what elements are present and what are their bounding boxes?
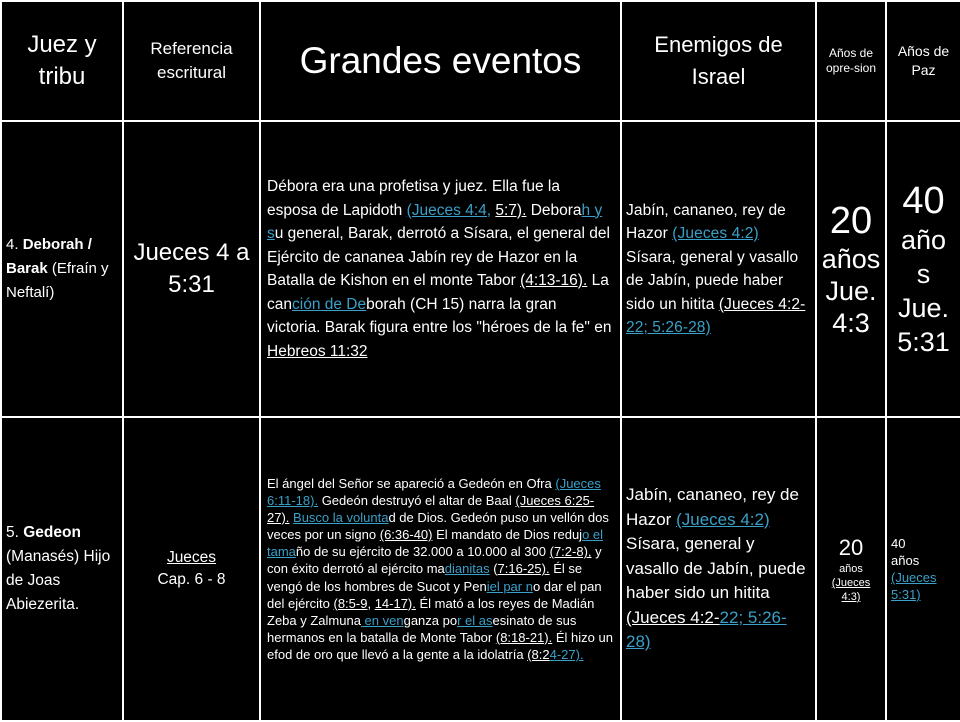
scripture-link[interactable]: iel par n	[486, 578, 533, 594]
scripture-link[interactable]: (Jueces 4:2)	[676, 509, 770, 529]
events-text: Débora era una profetisa y juez. Ella fue la esposa de Lapidoth	[267, 178, 560, 219]
oppression-cell	[816, 417, 886, 721]
scripture-link[interactable]: (Jueces 6:11-18).	[267, 475, 601, 509]
header-referencia: Referencia escritural	[123, 1, 260, 121]
events-text: El mandato de Dios reduj	[432, 527, 583, 543]
scripture-ref: (Jueces 4:2-	[718, 295, 806, 313]
judge-tribe: (Efraín y Neftalí)	[6, 260, 109, 301]
header-juez: Juez y tribu	[1, 1, 123, 121]
enemies-cell	[621, 417, 816, 721]
events-text: d de Dios. Gedeón puso un vellón dos veces por un signo	[267, 510, 609, 543]
oppression-ref: Jue. 4:3	[825, 276, 877, 338]
judge-cell	[1, 121, 123, 417]
reference-chapters: Cap. 6 - 8	[157, 571, 226, 588]
reference-cell	[123, 417, 260, 721]
peace-cell	[886, 121, 960, 417]
header-row	[1, 1, 960, 121]
enemies-text: Jabín, cananeo, rey de Hazor	[626, 485, 799, 529]
scripture-link[interactable]: 22; 5:26-28)	[626, 319, 711, 336]
events-text: Gedeón destruyó el altar de Baal	[318, 493, 516, 509]
scripture-link[interactable]: 22; 5:26-28)	[626, 607, 787, 652]
scripture-ref: (6:36-40)	[379, 527, 433, 543]
scripture-link[interactable]: r el as	[457, 612, 493, 628]
oppression-unit: años	[839, 563, 863, 575]
judge-tribe: (Manasés) Hijo de Joas Abiezerita.	[6, 548, 111, 613]
events-text: y con éxito derrotó al ejército ma	[267, 544, 602, 577]
peace-years: 40	[891, 536, 906, 551]
scripture-ref: Hebreos 11:32	[267, 342, 368, 360]
header-opresion: Años de opre-sion	[816, 1, 886, 121]
peace-unit: años	[891, 553, 920, 568]
scripture-ref: (8:18-21).	[495, 629, 553, 645]
oppression-unit: años	[821, 244, 881, 274]
events-text: o dar el pan del ejército	[267, 578, 602, 611]
peace-ref: Jue. 5:31	[897, 293, 950, 357]
peace-years: 40	[902, 180, 945, 222]
scripture-ref: (Jueces 6:25-27).	[267, 493, 595, 526]
events-text: u general, Barak, derrotó a Sísara, el general del Ejército de cananea Jabín rey de Hazor en la Batalla de Kishon en el monte Tabor	[267, 225, 610, 289]
scripture-link[interactable]: Busco la volunta	[293, 510, 389, 526]
events-text: Él mató a los reyes de Madián Zeba y Zalmuna	[267, 595, 595, 628]
oppression-ref: (Jueces 4:3)	[831, 577, 871, 603]
table-row-gedeon	[1, 417, 960, 721]
events-text: El ángel del Señor se apareció a Gedeón en Ofra	[267, 475, 556, 491]
events-text: borah (CH 15) narra la gran victoria. Barak figura entre los "héroes de la fe" en	[267, 295, 612, 336]
header-paz: Años de Paz	[886, 1, 960, 121]
scripture-ref: 7:16-25).	[497, 561, 550, 577]
scripture-ref: 5:7).	[495, 201, 527, 219]
judge-cell	[1, 417, 123, 721]
scripture-ref: (8:2	[527, 646, 550, 662]
oppression-cell	[816, 121, 886, 417]
events-text: Él hizo un efod de oro que llevó a la gente a la idolatría	[267, 629, 613, 662]
reference-cell: Jueces 4 a 5:31	[123, 121, 260, 417]
events-cell	[260, 417, 621, 721]
events-text: Él se vengó de los hombres de Sucot y Pen	[267, 561, 583, 594]
scripture-link[interactable]: 4-27).	[549, 646, 584, 662]
oppression-years: 20	[829, 200, 873, 242]
peace-unit: año s	[900, 225, 947, 289]
events-text: Debora	[526, 201, 582, 219]
scripture-link[interactable]: h y s	[267, 201, 603, 242]
scripture-ref: (4:13-16).	[520, 272, 588, 289]
scripture-ref: (7:2-8),	[549, 544, 592, 560]
events-text: La can	[267, 272, 609, 313]
judge-name: Gedeon	[23, 524, 81, 541]
peace-cell	[886, 417, 960, 721]
scripture-link[interactable]: ción de De	[292, 295, 367, 313]
scripture-link[interactable]: o el tama	[267, 527, 604, 560]
oppression-years: 20	[838, 535, 864, 560]
scripture-link[interactable]: (Jueces 5:31)	[891, 570, 937, 602]
events-text: ganza po	[403, 612, 458, 628]
events-text: ño de su ejército de 32.000 a 10.000 al 300	[295, 544, 550, 560]
scripture-link[interactable]: (Jueces 4:4,	[406, 201, 492, 219]
scripture-ref: (Jueces 4:2-	[626, 607, 720, 627]
header-enemigos: Enemigos de Israel	[621, 1, 816, 121]
judge-name: Deborah / Barak	[6, 236, 92, 277]
events-cell	[260, 121, 621, 417]
scripture-link[interactable]: en ven	[360, 612, 404, 628]
scripture-ref: 14-17).	[374, 595, 416, 611]
table-row-deborah	[1, 121, 960, 417]
enemies-text: Sísara, general y vasallo de Jabín, puede haber sido un hitita	[626, 534, 806, 603]
enemies-text: Jabín, cananeo, rey de Hazor	[626, 201, 786, 242]
header-eventos: Grandes eventos	[260, 1, 621, 121]
events-text: esinato de sus hermanos en la batalla de Monte Tabor	[267, 612, 577, 645]
enemies-text: Sísara, general y vasallo de Jabín, puede haber sido un hitita	[626, 248, 799, 313]
scripture-ref: (8:5-9,	[333, 595, 372, 611]
judge-number: 4.	[6, 236, 23, 253]
scripture-link[interactable]: (Jueces 4:2)	[672, 225, 759, 242]
events-text: (	[489, 561, 498, 577]
judge-number: 5.	[6, 524, 24, 541]
enemies-cell	[621, 121, 816, 417]
scripture-link[interactable]: dianitas	[444, 561, 490, 577]
reference-book: Jueces	[166, 549, 217, 566]
